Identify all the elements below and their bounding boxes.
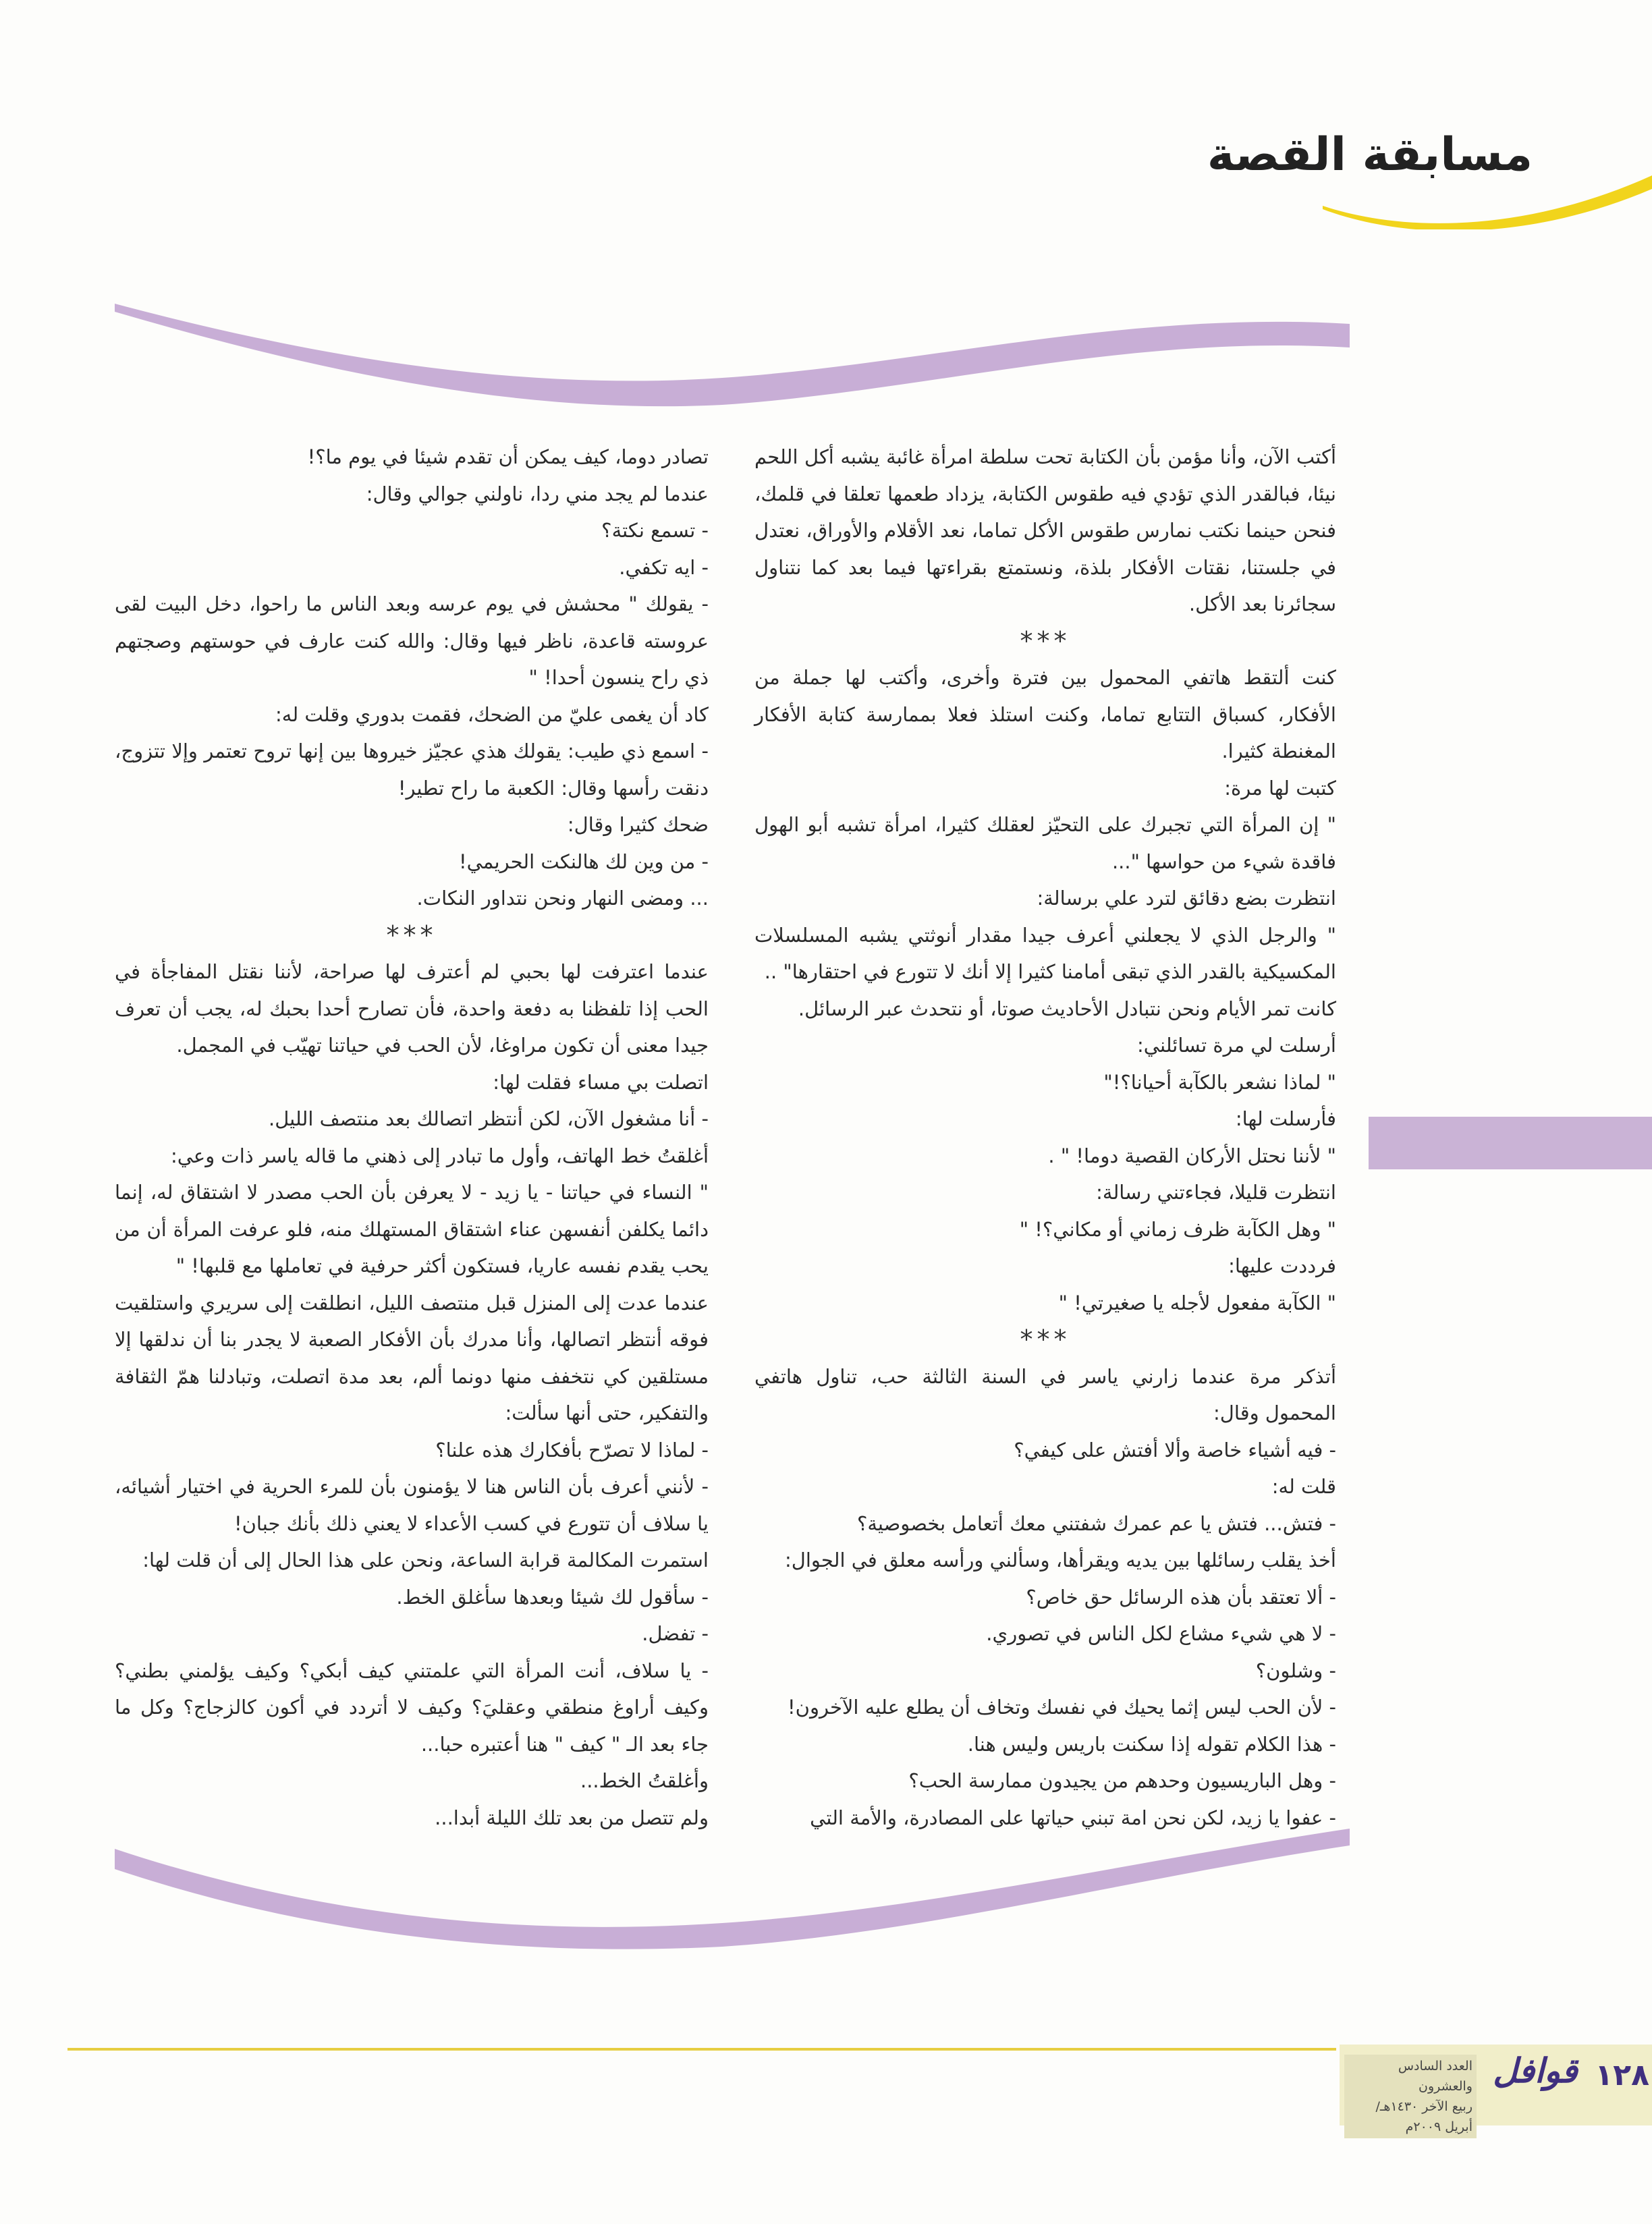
paragraph: - تفضل. [642,1622,709,1645]
paragraph: - من وين لك هالنكت الحريمي! [458,850,709,873]
paragraph: - وشلون؟ [1255,1659,1336,1682]
section-title: مسابقة القصة [1207,128,1533,182]
paragraph: - أنا مشغول الآن، لكن أنتظر اتصالك بعد منتصف الليل. [269,1107,709,1130]
page-number: ١٢٨ [1595,2058,1649,2092]
paragraph: - لماذا لا تصرّح بأفكارك هذه علنا؟ [435,1438,709,1462]
paragraph: - لأنني أعرف بأن الناس هنا لا يؤمنون بأن للمرء الحرية في اختيار أشيائه، يا سلاف أن تتورع في كسب الأعداء لا يعني ذلك بأنك جبان! [115,1475,709,1535]
paragraph: - يقولك " محشش في يوم عرسه وبعد الناس ما راحوا، دخل البيت لقى عروسته قاعدة، ناظر فيها وقال: والله كنت عارف في حوستهم وصجتهم ذي راح ينسون أحدا! " [115,592,709,689]
paragraph: اتصلت بي مساء فقلت لها: [493,1070,709,1094]
issue-line-1: العدد السادس والعشرون [1398,2059,1472,2094]
paragraph: أغلقتُ خط الهاتف، وأول ما تبادر إلى ذهني ما قاله ياسر ذات وعي: [170,1144,709,1167]
paragraph: - سأقول لك شيئا وبعدها سأغلق الخط. [396,1585,709,1609]
paragraph: فرددت عليها: [1228,1254,1336,1277]
paragraph: تصادر دوما، كيف يمكن أن تقدم شيئا في يوم ما؟! [307,445,709,468]
paragraph: كنت ألتقط هاتفي المحمول بين فترة وأخرى، وأكتب لها جملة من الأفكار، كسباق التتابع تماما، وكنت استلذ فعلا بممارسة كتابة الأفكار المغنطة كثيرا. [754,666,1336,762]
paragraph: " وهل الكآبة ظرف زماني أو مكاني؟! " [1019,1217,1336,1241]
paragraph: انتظرت قليلا، فجاءتني رسالة: [1096,1181,1336,1204]
paragraph: وأغلقتُ الخط... [580,1769,709,1792]
paragraph: كاد أن يغمى عليّ من الضحك، فقمت بدوري وقلت له: [275,702,709,726]
paragraph: أخذ يقلب رسائلها بين يديه ويقرأها، وسألني ورأسه معلق في الجوال: [785,1549,1336,1572]
paragraph: - لأن الحب ليس إثما يحيك في نفسك وتخاف أن يطلع عليه الآخرون! [788,1696,1336,1719]
paragraph: " الكآبة مفعول لأجله يا صغيرتي! " [1058,1291,1336,1314]
paragraph: فأرسلت لها: [1235,1107,1336,1130]
paragraph: " إن المرأة التي تجبرك على التحيّز لعقلك كثيرا، امرأة تشبه أبو الهول فاقدة شيء من حواسها "... [754,813,1336,873]
paragraph: عندما عدت إلى المنزل قبل منتصف الليل، انطلقت إلى سريري واستلقيت فوقه أنتظر اتصالها، وأنا مدرك بأن الأفكار الصعبة لا يجدر بنا أن ندلقها إلا مستلقين كي نتخفف منها دونما ألم، بعد مدة اتصلت، وتبادلنا همّ الثقافة والتفكير، حتى أنها سألت: [115,1291,709,1424]
header-swoosh [1323,169,1652,229]
magazine-logo: قوافل [1493,2051,1578,2090]
paragraph: ولم تتصل من بعد تلك الليلة أبدا... [435,1806,709,1829]
article-column-left [115,439,709,1836]
paragraph: أرسلت لي مرة تسائلني: [1137,1034,1336,1057]
section-separator: *** [386,920,437,950]
paragraph: - فيه أشياء خاصة وألا أفتش على كيفي؟ [1014,1438,1336,1462]
decorative-wave-top [115,297,1350,412]
paragraph: عندما لم يجد مني ردا، ناولني جوالي وقال: [366,482,709,505]
section-separator: *** [1020,1325,1071,1354]
paragraph: - وهل الباريسيون وحدهم من يجيدون ممارسة الحب؟ [908,1769,1336,1792]
paragraph: - اسمع ذي طيب: يقولك هذي عجيّز خيروها بين إنها تروح تعتمر وإلا تتزوج، دنقت رأسها وقال: الكعبة ما راح تطير! [115,740,709,800]
section-separator: *** [1020,626,1071,656]
paragraph: ضحك كثيرا وقال: [567,813,709,836]
paragraph: - ايه تكفي. [619,555,709,579]
paragraph: أكتب الآن، وأنا مؤمن بأن الكتابة تحت سلطة امرأة غائبة يشبه أكل اللحم نيئا، فبالقدر الذي تؤدي فيه طقوس الكتابة، يزداد طعمها تعلقا في قلمك، فنحن حينما نكتب نمارس طقوس الأكل تماما، نعد الأقلام والأوراق، نعتدل في جلستنا، نقتات الأفكار بلذة، ونستمتع بقراءتها فيما بعد كما نتناول سجائرنا بعد الأكل. [754,445,1336,615]
footer-rule [67,2048,1336,2051]
side-tab-marker [1369,1117,1652,1169]
paragraph: - هذا الكلام تقوله إذا سكنت باريس وليس هنا. [967,1732,1336,1756]
paragraph: " لماذا نشعر بالكآبة أحيانا؟!" [1103,1070,1336,1094]
paragraph: عندما اعترفت لها بحبي لم أعترف لها صراحة، لأننا نقتل المفاجأة في الحب إذا تلفظنا به دفعة واحدة، فأن تصارح أحدا بحبك له، يجب أن تعرف جيدا معنى أن تكون مراوغا، لأن الحب في حياتنا تهيّب في المجمل. [115,960,709,1057]
paragraph: أتذكر مرة عندما زارني ياسر في السنة الثالثة حب، تناول هاتفي المحمول وقال: [754,1364,1336,1424]
paragraph: انتظرت بضع دقائق لترد علي برسالة: [1037,887,1336,910]
paragraph: كانت تمر الأيام ونحن نتبادل الأحاديث صوتا، أو نتحدث عبر الرسائل. [798,997,1336,1020]
paragraph: " والرجل الذي لا يجعلني أعرف جيدا مقدار أنوثتي يشبه المسلسلات المكسيكية بالقدر الذي تبقى أمامنا كثيرا إلا أنك لا تتورع في احتقارها" .. [754,923,1336,983]
paragraph: استمرت المكالمة قرابة الساعة، ونحن على هذا الحال إلى أن قلت لها: [142,1549,709,1572]
issue-line-2: ربيع الآخر ١٤٣٠هـ/ أبريل ٢٠٠٩م [1375,2099,1472,2134]
paragraph: - عفوا يا زيد، لكن نحن امة تبني حياتها على المصادرة، والأمة التي [810,1806,1336,1829]
paragraph: " النساء في حياتنا - يا زيد - لا يعرفن بأن الحب مصدر لا اشتقاق له، إنما دائما يكلفن أنفسهن عناء اشتقاق المستهلك منه، فلو عرفت المرأة أن من يحب يقدم نفسه عاريا، فستكون أكثر حرفية في تعاملها مع قلبها! " [115,1181,709,1277]
paragraph: - تسمع نكتة؟ [601,519,709,542]
paragraph: - يا سلاف، أنت المرأة التي علمتني كيف أبكي؟ وكيف يؤلمني بطني؟ وكيف أراوغ منطقي وعقليَ؟ وكيف لا أتردد في أكون كالزجاج؟ وكل ما جاء بعد الـ " كيف " هنا أعتبره حبا... [115,1659,709,1756]
article-column-right [754,439,1336,1836]
decorative-wave-bottom [115,1822,1350,1950]
paragraph: - لا هي شيء مشاع لكل الناس في تصوري. [986,1622,1336,1645]
paragraph: ... ومضى النهار ونحن نتداور النكات. [416,887,709,910]
paragraph: - ألا تعتقد بأن هذه الرسائل حق خاص؟ [1026,1585,1336,1609]
paragraph: " لأننا نحتل الأركان القصية دوما! " . [1048,1144,1336,1167]
paragraph: كتبت لها مرة: [1224,776,1336,800]
issue-info [1344,2055,1477,2138]
paragraph: قلت له: [1271,1475,1336,1498]
paragraph: - فتش... فتش يا عم عمرك شفتني معك أتعامل بخصوصية؟ [856,1511,1336,1535]
